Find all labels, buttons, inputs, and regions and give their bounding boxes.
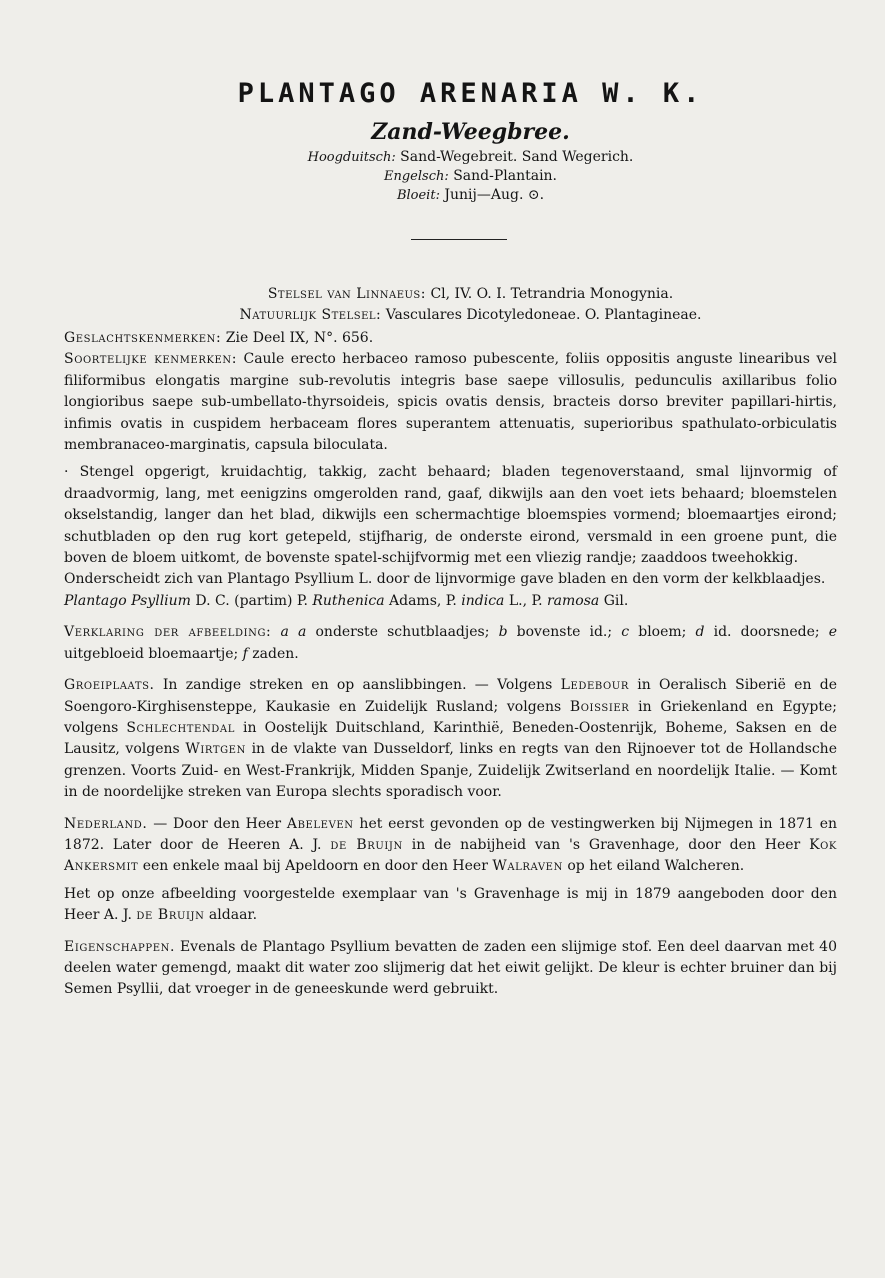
person-walraven: Walraven [492,858,563,875]
habitat-section [64,675,837,803]
figure-label: Verklaring der afbeelding: [64,624,272,641]
linnaeus-system [64,286,837,302]
species-latin-description [64,349,837,456]
fig-text-e: uitgebloeid bloemaartje; [64,645,243,662]
habitat-text-5: in de vlakte van Dusseldorf, links en regts van den Rijnoever tot de Hollandsche grenzen. Voorts Zuid- en West-Frankrijk, Midden Spanje, Zuidelijk Zwitserland en noordelijk Italie. — Komt in de noordelijke streken van Europa slechts sporadisch voor. [64,741,837,801]
synonym-4: ramosa [546,592,600,609]
species-title: PLANTAGO ARENARIA W. K. [237,78,704,109]
specimen-text-2: aldaar. [204,907,258,924]
author-boissier: Boissier [569,698,630,715]
specimen-note [64,884,837,927]
page [0,78,885,1278]
species-dutch-description: · Stengel opgerigt, kruidachtig, takkig, zacht behaard; bladen tegenoverstaand, smal lijnvormig of draadvormig, lang, met eenigzins omgerolden rand, gaaf, dikwijls aan den voet iets behaard; bloemstelen okselstandig, langer dan het blad, dikwijls een schermachtige bloemspies vormend; bloemaartjes eirond; schutbladen op den rug kort getepeld, stijfharig, de onderste eirond, versmald in een groene punt, die boven de bloem uitkomt, de bovenste spatel-schijfvormig met een vliezig randje; zaaddoos tweehokkig. [64,464,837,567]
habitat-label: Groeiplaats. [64,677,155,694]
nl-text-5: op het eiland Walcheren. [562,858,745,875]
dutch-name: Zand-Weegbree. [371,119,570,145]
habitat-text-1: In zandige streken en op aanslibbingen. — Volgens [154,677,561,694]
author-ledebour: Ledebour [560,677,629,694]
fig-text-b: bovenste id.; [507,624,622,641]
fig-text-f: zaden. [247,645,299,662]
fig-text-a: onderste schutblaadjes; [306,624,499,641]
flowering-period [104,187,837,203]
person-abeleven: Abeleven [286,815,354,832]
flowering-label: Bloeit: [396,188,440,203]
fig-key-f: f [242,645,248,662]
german-name [104,149,837,165]
synonym-text-3: L., P. [504,592,547,609]
german-label: Hoogduitsch: [307,150,396,165]
nl-text-4: een enkele maal bij Apeldoorn en door den Heer [138,858,493,875]
linnaeus-label: Stelsel van Linnaeus: [267,286,426,302]
synonym-1: Plantago Psyllium [64,592,191,609]
nl-text-3: in de nabijheid van 's Gravenhage, door den Heer [402,836,810,853]
netherlands-section [64,814,837,878]
figure-explanation [64,622,837,665]
english-name [104,168,837,184]
person-kok-ankersmit: Kok Ankersmit [64,836,838,875]
natural-value: Vasculares Dicotyledoneae. O. Plantagineae. [385,307,702,323]
english-label: Engelsch: [383,169,449,184]
netherlands-label: Nederland. [64,815,148,832]
genus-characters [64,328,837,349]
habitat-text-3: in Griekenland en Egypte; volgens [64,698,837,736]
distinguishing-note: Onderscheidt zich van Plantago Psyllium L. door de lijnvormige gave bladen en den vorm der kelkblaadjes. [64,571,826,588]
synonym-2: Ruthenica [312,592,385,609]
natural-label: Natuurlijk Stelsel: [239,307,382,323]
english-value: Sand-Plantain. [453,168,558,184]
habitat-text-2: in Oeralisch Siberië en de Soengoro-Kirghisensteppe, Kaukasie en Zuidelijk Rusland; volgens [64,677,837,715]
fig-key-d: d [695,624,705,641]
properties-label: Eigenschappen. [64,938,176,955]
specimen-text-1: Het op onze afbeelding voorgestelde exemplaar van 's Gravenhage is mij in 1879 aangeboden door den Heer A. J. [64,885,837,924]
person-de-bruijn-2: de Bruijn [136,907,205,924]
genus-label: Geslachtskenmerken: [64,330,222,346]
synonym-text-1: D. C. (partim) P. [190,592,313,609]
species-label: Soortelijke kenmerken: [64,351,238,368]
header [64,78,837,203]
synonym-text-2: Adams, P. [384,592,462,609]
synonyms [64,591,837,612]
divider [411,239,507,240]
habitat-text-4: in Oostelijk Duitschland, Karinthië, Beneden-Oostenrijk, Boheme, Saksen en de Lausitz, volgens [64,719,837,758]
fig-key-a: a a [280,624,307,641]
flowering-value: Junij—Aug. ⊙. [444,187,545,203]
fig-key-e: e [828,624,838,641]
fig-key-b: b [498,624,508,641]
natural-system [64,307,837,323]
nl-text-2: het eerst gevonden op de vestingwerken bij Nijmegen in 1871 en 1872. Later door de Heeren A. J. [64,815,837,853]
author-schlechtendal: Schlechtendal [126,719,235,736]
synonym-3: indica [461,592,505,609]
latin-text: Caule erecto herbaceo ramoso pubescente, foliis oppositis anguste linearibus vel filiformibus elongatis margine sub-revolutis integris base saepe villosulis, pedunculis axillaribus folio longioribus saepe sub-umbellato-thyrsoideis, spicis ovatis densis, bracteis dorso breviter papillari-hirtis, infimis ovatis in cuspidem herbaceam flores superantem attenuatis, superioribus spathulato-orbiculatis membranaceo-marginatis, capsula biloculata. [64,351,838,454]
fig-text-d: id. doorsnede; [704,624,829,641]
linnaeus-value: Cl, IV. O. I. Tetrandria Monogynia. [430,286,674,302]
nl-text-1: — Door den Heer [147,815,287,832]
properties-section [64,937,837,1001]
fig-text-c: bloem; [629,624,696,641]
genus-value: Zie Deel IX, N°. 656. [225,330,374,346]
german-value: Sand-Wegebreit. Sand Wegerich. [400,149,634,165]
synonym-text-4: Gil. [599,592,629,609]
person-de-bruijn: de Bruijn [330,836,403,853]
properties-text: Evenals de Plantago Psyllium bevatten de zaden een slijmige stof. Een deel daarvan met 40 deelen water gemengd, maakt dit water zoo slijmerig dat het eiwit gelijkt. De kleur is echter bruiner dan bij Semen Psyllii, dat vroeger in de geneeskunde werd gebruikt. [64,938,837,998]
author-wirtgen: Wirtgen [185,741,246,758]
fig-key-c: c [621,624,630,641]
